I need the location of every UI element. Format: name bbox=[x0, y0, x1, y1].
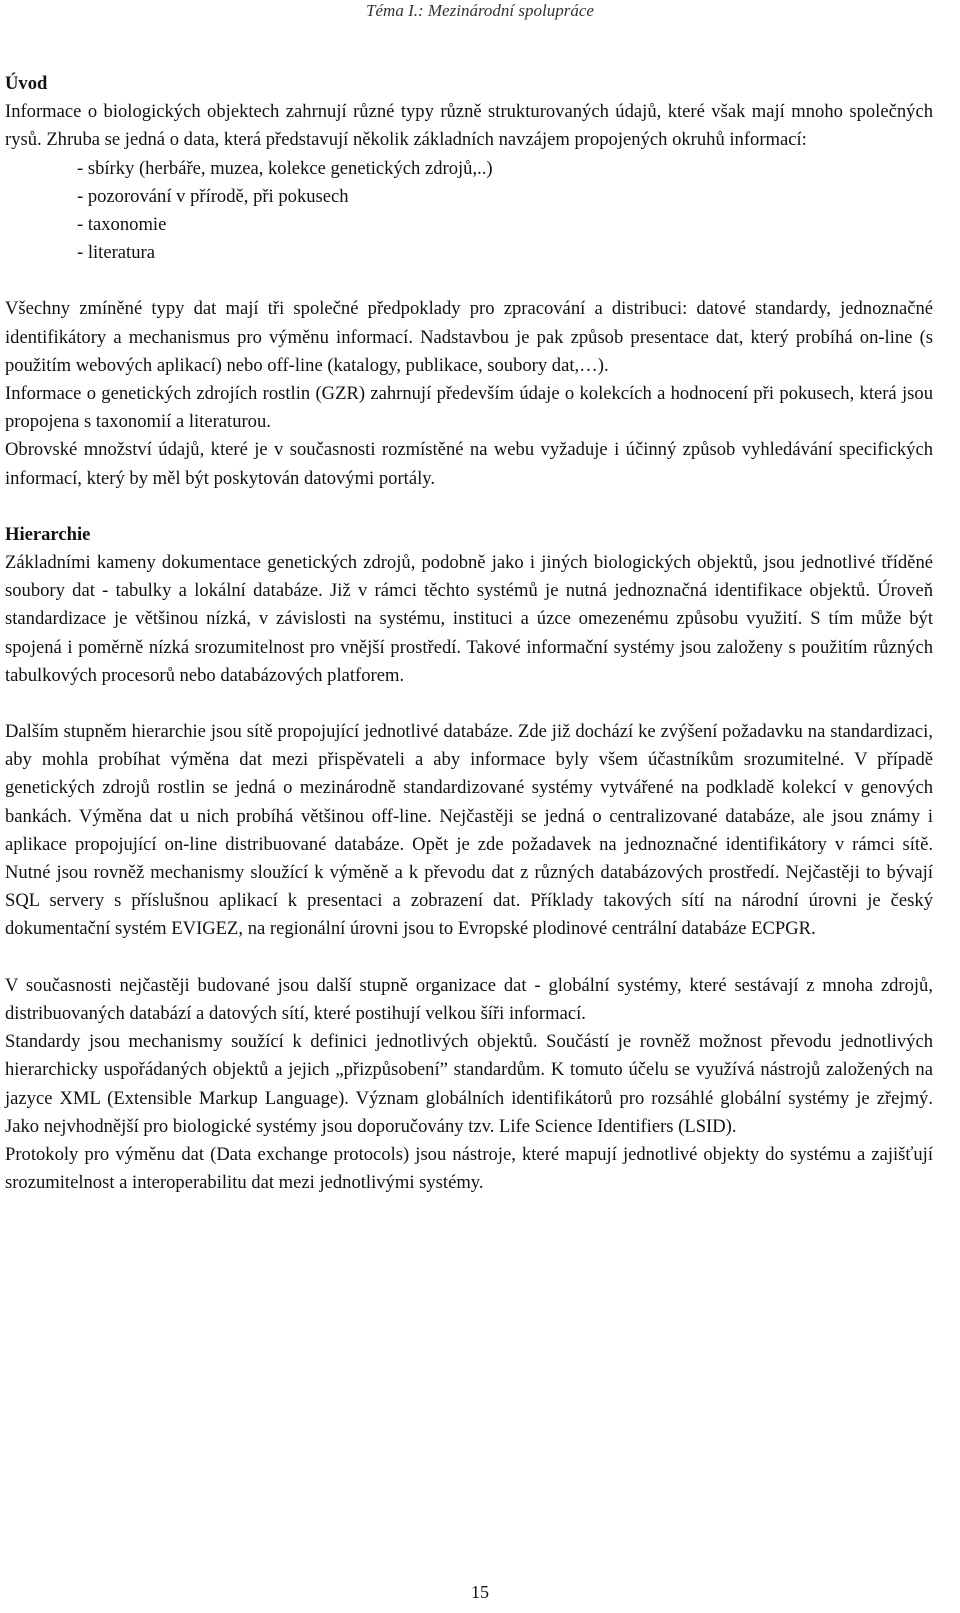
list-item: - taxonomie bbox=[77, 214, 167, 236]
running-header bbox=[0, 0, 960, 22]
list-item: - pozorování v přírodě, při pokusech bbox=[77, 185, 349, 207]
paragraph: Informace o genetických zdrojích rostlin (GZR) zahrnují především údaje o kolekcích a hodnocení při pokusech, která jsou propojena s taxonomií a literaturou. bbox=[5, 383, 933, 433]
paragraph: V současnosti nejčastěji budované jsou další stupně organizace dat - globální systémy, které sestávají z mnoha zdrojů, distribuovaných databází a datových sítí, které postihují velkou šíři informací. bbox=[5, 974, 933, 1024]
intro-paragraph: Informace o biologických objektech zahrnují různé typy různě strukturovaných údajů, které však mají mnoho společných rysů. Zhruba se jedná o data, která představují několik základních navzájem propojených okruhů informací: bbox=[5, 101, 933, 151]
page-number: 15 bbox=[471, 1582, 489, 1602]
header-title: Téma I.: Mezinárodní spolupráce bbox=[366, 1, 594, 20]
section-heading-intro: Úvod bbox=[5, 73, 48, 94]
list-item: - literatura bbox=[77, 242, 155, 264]
paragraph: Protokoly pro výměnu dat (Data exchange protocols) jsou nástroje, které mapují jednotlivé objekty do systému a zajišťují srozumitelnost a interoperabilitu dat mezi jednotlivými systémy. bbox=[5, 1143, 933, 1194]
section-heading-hierarchy: Hierarchie bbox=[5, 523, 91, 545]
paragraph: Standardy jsou mechanismy soužící k definici jednotlivých objektů. Součástí je rovněž možnost převodu jednotlivých hierarchicky uspořádaných objektů a jejich „přizpůsobení” standardům. K tomuto účelu se využívá nástrojů založených na jazyce XML (Extensible Markup Language). Význam globálních identifikátorů pro rozsáhlé globální systémy je zřejmý. Jako nejvhodnější pro biologické systémy jsou doporučovány tzv. Life Science Identifiers (LSID). bbox=[5, 1031, 933, 1137]
paragraph: Všechny zmíněné typy dat mají tři společné předpoklady pro zpracování a distribuci: datové standardy, jednoznačné identifikátory a mechanismus pro výměnu informací. Nadstavbou je pak způsob presentace dat, který probíhá on-line (s použitím webových aplikací) nebo off-line (katalogy, publikace, soubory dat,…). bbox=[5, 298, 933, 376]
paragraph: Základními kameny dokumentace genetických zdrojů, podobně jako i jiných biologických objektů, jsou jednotlivé tříděné soubory dat - tabulky a lokální databáze. Již v rámci těchto systémů je nutná jednoznačná identifikace objektů. Úroveň standardizace je většinou nízká, v závislosti na systému, instituci a úzce omezenému způsobu využití. S tím může být spojená i poměrně nízká srozumitelnost pro vnější prostředí. Takové informační systémy jsou založeny s použitím různých tabulkových procesorů nebo databázových platforem. bbox=[5, 552, 933, 686]
paragraph: Dalším stupněm hierarchie jsou sítě propojující jednotlivé databáze. Zde již dochází ke zvýšení požadavku na standardizaci, aby mohla probíhat výměna dat mezi přispěvateli a aby informace byly všem účastníkům srozumitelné. V případě genetických zdrojů rostlin se jedná o mezinárodně standardizované systémy vytvářené na podkladě kolekcí v genových bankách. Výměna dat u nich probíhá většinou off-line. Nejčastěji se jedná o centralizované databáze, ale jsou známy i aplikace propojující on-line distribuované databáze. Opět je zde požadavek na jednoznačné identifikátory v rámci sítě. Nutné jsou rovněž mechanismy sloužící k výměně a k převodu dat z různých databázových prostředí. Nejčastěji to bývají SQL servery s příslušnou aplikací k presentaci a zobrazení dat. Příklady takových sítí na národní úrovni je český dokumentační systém EVIGEZ, na regionální úrovni jsou to Evropské plodinové centrální databáze ECPGR. bbox=[5, 721, 933, 940]
list-item: - sbírky (herbáře, muzea, kolekce genetických zdrojů,..) bbox=[77, 157, 493, 179]
document-body bbox=[5, 70, 933, 1197]
paragraph: Obrovské množství údajů, které je v současnosti rozmístěné na webu vyžaduje i účinný způsob vyhledávání specifických informací, který by měl být poskytován datovými portály. bbox=[5, 439, 933, 489]
